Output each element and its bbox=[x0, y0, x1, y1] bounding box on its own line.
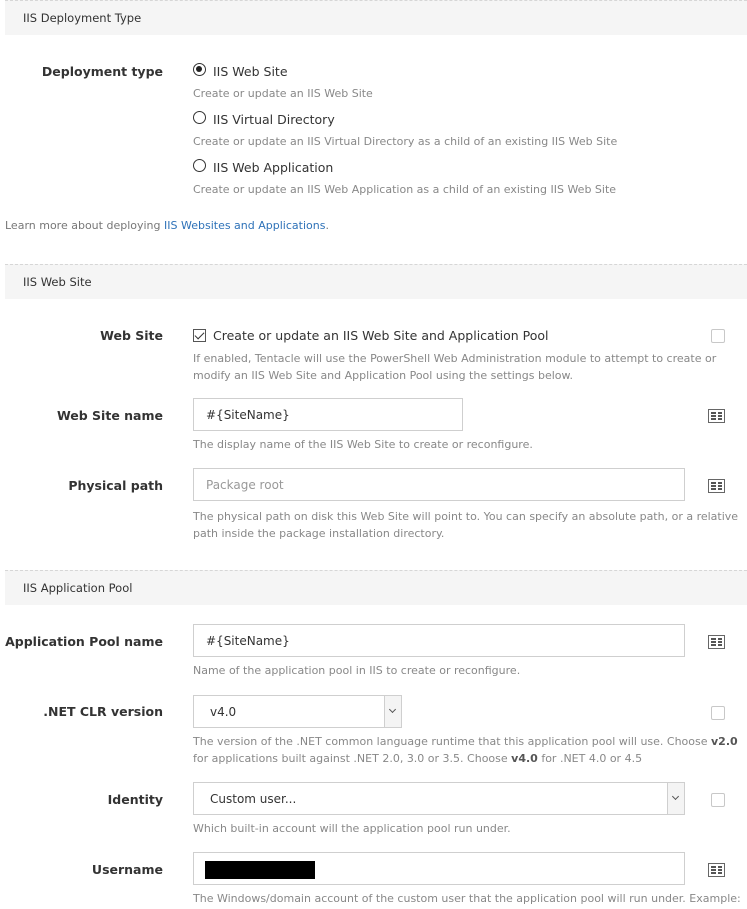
clr-version-selected: v4.0 bbox=[210, 705, 237, 719]
learn-more-link[interactable]: IIS Websites and Applications bbox=[164, 219, 326, 232]
username-label: Username bbox=[91, 862, 163, 877]
chevron-down-icon[interactable] bbox=[384, 696, 401, 727]
identity-variable-checkbox[interactable] bbox=[711, 793, 725, 807]
identity-selected: Custom user... bbox=[210, 792, 297, 806]
web-site-help-line2: modify an IIS Web Site and Application Pool using the settings below. bbox=[193, 369, 573, 382]
web-site-name-help: The display name of the IIS Web Site to create or reconfigure. bbox=[193, 438, 533, 451]
identity-help: Which built-in account will the application pool run under. bbox=[193, 822, 511, 835]
identity-label: Identity bbox=[107, 792, 163, 807]
app-pool-name-input[interactable] bbox=[193, 624, 685, 657]
physical-path-help-line2: path inside the package installation directory. bbox=[193, 527, 445, 540]
physical-path-help-line1: The physical path on disk this Web Site will point to. You can specify an absolute path, or a relative bbox=[193, 510, 739, 523]
variable-binding-icon[interactable] bbox=[708, 863, 725, 877]
help-iis-web-site: Create or update an IIS Web Site bbox=[193, 87, 373, 100]
clr-version-select[interactable] bbox=[193, 695, 402, 728]
learn-more-text: Learn more about deploying IIS Websites and Applications. bbox=[5, 219, 329, 232]
web-site-name-label: Web Site name bbox=[56, 408, 163, 423]
help-iis-web-application: Create or update an IIS Web Application as a child of an existing IIS Web Site bbox=[193, 183, 617, 196]
clr-version-help-line1: The version of the .NET common language runtime that this application pool will use. Choose v2.0 bbox=[193, 735, 738, 748]
web-site-checkbox-label[interactable]: Create or update an IIS Web Site and Application Pool bbox=[213, 328, 549, 343]
clr-version-help-line2: for applications built against .NET 2.0, 3.0 or 3.5. Choose v4.0 for .NET 4.0 or 4.5 bbox=[193, 752, 643, 765]
section-header-web-site: IIS Web Site bbox=[5, 264, 747, 299]
identity-select[interactable] bbox=[193, 782, 685, 815]
radio-label-iis-web-application[interactable]: IIS Web Application bbox=[213, 160, 334, 175]
deployment-type-label: Deployment type bbox=[41, 64, 163, 79]
radio-iis-virtual-directory[interactable] bbox=[193, 111, 206, 124]
redacted-username-block bbox=[205, 861, 315, 879]
clr-version-label: .NET CLR version bbox=[43, 704, 163, 719]
app-pool-name-label: Application Pool name bbox=[5, 634, 163, 649]
radio-label-iis-web-site[interactable]: IIS Web Site bbox=[213, 64, 288, 79]
app-pool-name-help: Name of the application pool in IIS to create or reconfigure. bbox=[193, 664, 521, 677]
section-header-app-pool: IIS Application Pool bbox=[5, 570, 747, 605]
clr-version-variable-checkbox[interactable] bbox=[711, 706, 725, 720]
radio-label-iis-virtual-directory[interactable]: IIS Virtual Directory bbox=[213, 112, 335, 127]
section-header-deployment-type: IIS Deployment Type bbox=[5, 0, 747, 35]
variable-binding-icon[interactable] bbox=[708, 635, 725, 649]
radio-iis-web-application[interactable] bbox=[193, 159, 206, 172]
web-site-checkbox[interactable] bbox=[193, 329, 206, 342]
web-site-help-line1: If enabled, Tentacle will use the PowerShell Web Administration module to attempt to create or bbox=[193, 352, 717, 365]
web-site-variable-checkbox[interactable] bbox=[711, 329, 725, 343]
variable-binding-icon[interactable] bbox=[708, 479, 725, 493]
chevron-down-icon[interactable] bbox=[667, 783, 684, 814]
variable-binding-icon[interactable] bbox=[708, 409, 725, 423]
web-site-name-input[interactable] bbox=[193, 398, 463, 431]
physical-path-input[interactable] bbox=[193, 468, 685, 501]
radio-iis-web-site[interactable] bbox=[193, 63, 206, 76]
username-help: The Windows/domain account of the custom user that the application pool will run under. Example: bbox=[193, 892, 741, 905]
help-iis-virtual-directory: Create or update an IIS Virtual Directory as a child of an existing IIS Web Site bbox=[193, 135, 618, 148]
physical-path-label: Physical path bbox=[68, 478, 163, 493]
web-site-label: Web Site bbox=[100, 328, 163, 343]
